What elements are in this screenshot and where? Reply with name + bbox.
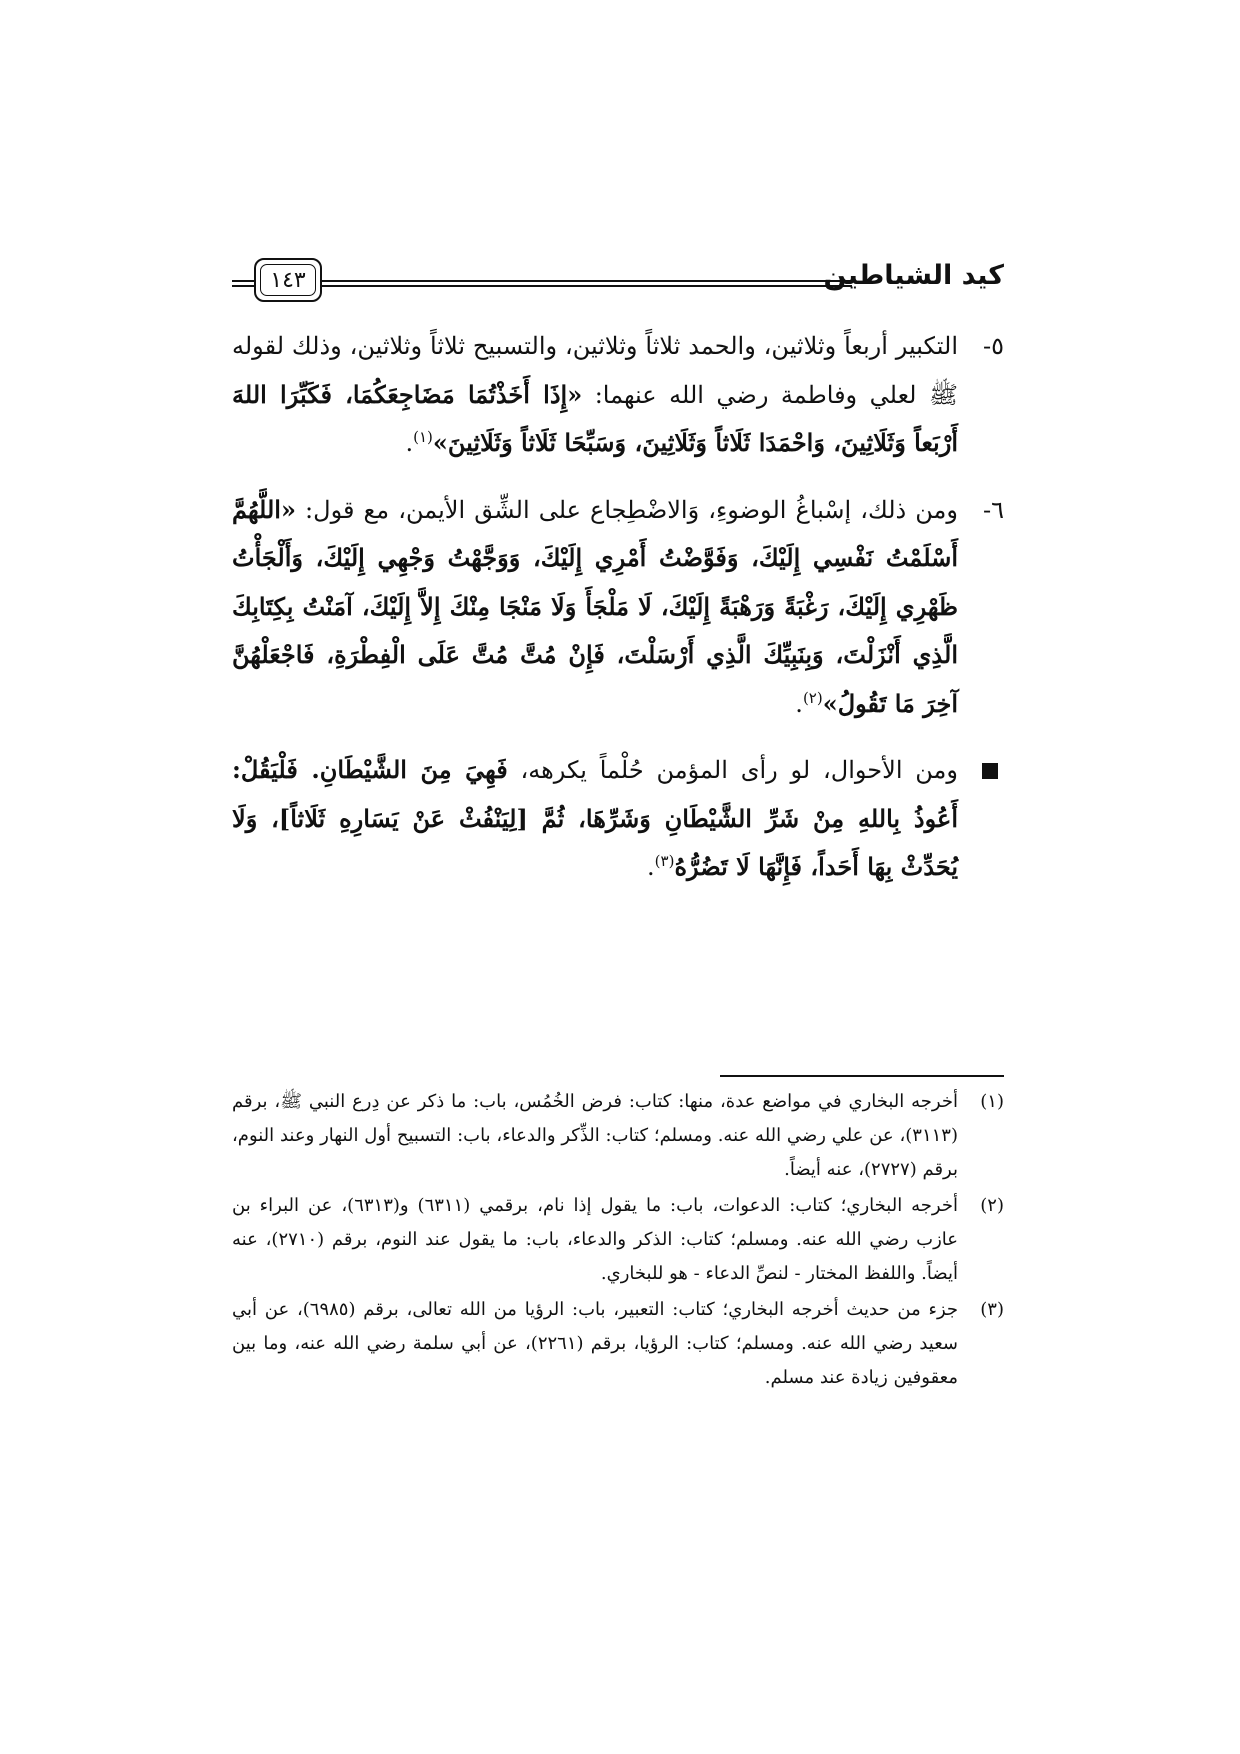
footnote-text: أخرجه البخاري؛ كتاب: الدعوات، باب: ما يقول إذا نام، برقمي (٦٣١١) و(٦٣١٣)، عن البراء بن عازب رضي الله عنه. ومسلم؛ كتاب: الذكر والدعاء، باب: ما يقول عند النوم، برقم (٢٧١٠)، عنه أيضاً. واللفظ المختار - لنصِّ الدعاء - هو للبخاري. — [232, 1195, 958, 1284]
page-header — [232, 258, 1004, 302]
item-end: . — [647, 853, 655, 881]
footnote-ref: (٣) — [654, 852, 675, 870]
footnote-number: (٢) — [980, 1195, 1004, 1216]
header-rule — [320, 280, 852, 287]
footnote-text: أخرجه البخاري في مواضع عدة، منها: كتاب: فرض الخُمُس، باب: ما ذكر عن دِرع النبي ﷺ، برقم (٣١١٣)، عن علي رضي الله عنه. ومسلم؛ كتاب: الذِّكر والدعاء، باب: التسبيح أول النهار وعند النوم، برقم (٢٧٢٧)، عنه أيضاً. — [232, 1091, 958, 1180]
hadith-text: فَهِيَ مِنَ الشَّيْطَانِ. فَلْيَقُلْ: أَعُوذُ بِاللهِ مِنْ شَرِّ الشَّيْطَانِ وَشَرِّهَا، ثُمَّ [لِيَنْفُثْ عَنْ يَسَارِهِ ثَلَاثاً]، وَلَا يُحَدِّثْ بِهَا أَحَداً، فَإِنَّهَا لَا تَضُرُّهُ — [232, 755, 958, 881]
item-text: التكبير أربعاً وثلاثين، والحمد ثلاثاً وثلاثين، والتسبيح ثلاثاً وثلاثين، وذلك لقوله ﷺ لعلي وفاطمة رضي الله عنهما: — [232, 332, 958, 409]
list-item — [232, 746, 1004, 892]
footnote-separator — [720, 1075, 1004, 1077]
list-item — [232, 486, 1004, 729]
footnote — [232, 1085, 1004, 1187]
footnote-ref: (٢) — [802, 688, 823, 707]
hadith-text: «اللَّهُمَّ أَسْلَمْتُ نَفْسِي إِلَيْكَ، وَفَوَّضْتُ أَمْرِي إِلَيْكَ، وَوَجَّهْتُ وَجْهِي إِلَيْكَ، وَأَلْجَأْتُ ظَهْرِي إِلَيْكَ، رَغْبَةً وَرَهْبَةً إِلَيْكَ، لَا مَلْجَأَ وَلَا مَنْجَا مِنْكَ إِلاَّ إِلَيْكَ، آمَنْتُ بِكِتَابِكَ الَّذِي أَنْزَلْتَ، وَبِنَبِيِّكَ الَّذِي أَرْسَلْتَ، فَإِنْ مُتَّ مُتَّ عَلَى الْفِطْرَةِ، فَاجْعَلْهُنَّ آخِرَ مَا تَقُولُ» — [232, 494, 958, 718]
footnote-number: (٣) — [980, 1299, 1004, 1320]
item-number: ٥- — [983, 332, 1004, 360]
footnote-text: جزء من حديث أخرجه البخاري؛ كتاب: التعبير، باب: الرؤيا من الله تعالى، برقم (٦٩٨٥)، عن أبي سعيد رضي الله عنه. ومسلم؛ كتاب: الرؤيا، برقم (٢٢٦١)، عن أبي سلمة رضي الله عنه، وما بين معقوفين زيادة عند مسلم. — [232, 1299, 959, 1388]
footnotes — [232, 1085, 1004, 1397]
item-text: ومن ذلك، إسْباغُ الوضوءِ، وَالاضْطِجاع على الشِّق الأيمن، مع قول: — [295, 495, 958, 524]
footnote-ref: (١) — [413, 428, 433, 446]
footnote-number: (١) — [980, 1091, 1004, 1112]
page-number-frame — [254, 258, 322, 302]
hadith-text: «إِذَا أَخَذْتُمَا مَضَاجِعَكُمَا، فَكَبِّرَا اللهَ أَرْبَعاً وَثَلَاثِينَ، وَاحْمَدَا ثَلَاثاً وَثَلَاثِينَ، وَسَبِّحَا ثَلَاثاً وَثَلَاثِينَ» — [232, 379, 958, 457]
main-text — [232, 322, 1004, 910]
item-number: ٦- — [983, 495, 1004, 524]
page-number: ١٤٣ — [270, 267, 306, 293]
item-end: . — [405, 429, 414, 457]
header-rule-short — [232, 280, 256, 287]
item-text: ومن الأحوال، لو رأى المؤمن حُلْماً يكرهه، — [507, 756, 959, 784]
item-end: . — [795, 689, 803, 718]
bullet-square-icon — [982, 763, 998, 779]
book-title: كيد الشياطين — [823, 260, 1004, 291]
list-item — [232, 322, 1004, 468]
footnote — [232, 1293, 1004, 1395]
footnote — [232, 1189, 1004, 1291]
